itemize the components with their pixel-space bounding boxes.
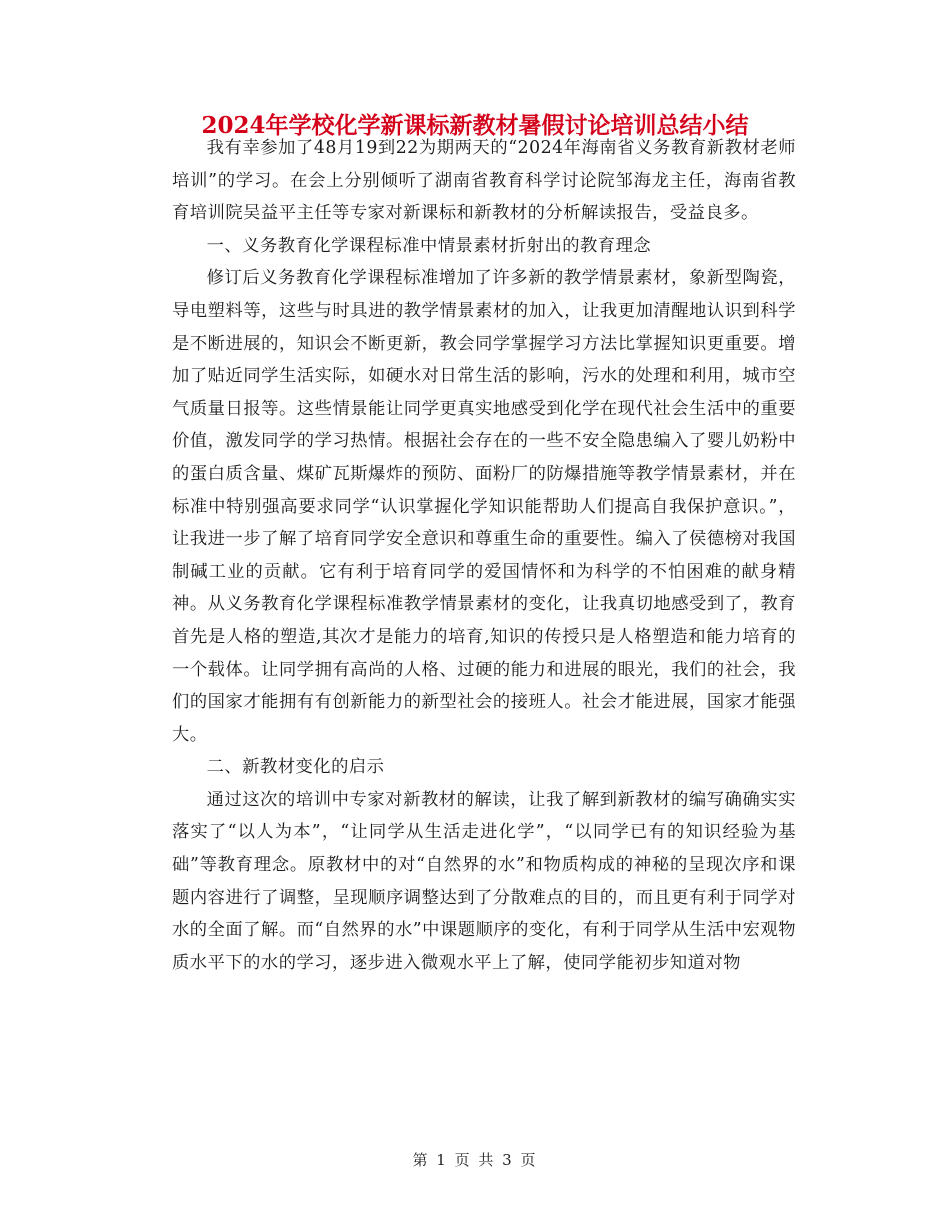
document-title: 2024年学校化学新课标新教材暑假讨论培训总结小结 — [201, 112, 749, 139]
paragraph-section-1: 修订后义务教育化学课程标准增加了许多新的教学情景素材，象新型陶瓷，导电塑料等，这些与时具进的教学情景素材的加入，让我更加清醒地认识到科学是不断进展的，知识会不断更新，教会同学掌握学习方法比掌握知识更重要。增加了贴近同学生活实际，如硬水对日常生活的影响，污水的处理和利用，城市空气质量日报等。这些情景能让同学更真实地感受到化学在现代社会生活中的重要价值，激发同学的学习热情。根据社会存在的一些不安全隐患编入了婴儿奶粉中的蛋白质含量、煤矿瓦斯爆炸的预防、面粉厂的防爆措施等教学情景素材，并在标准中特别强高要求同学“认识掌握化学知识能帮助人们提高自我保护意识。”，让我进一步了解了培育同学安全意识和尊重生命的重要性。编入了侯德榜对我国制碱工业的贡献。它有利于培育同学的爱国情怀和为科学的不怕困难的献身精神。从义务教育化学课程标准教学情景素材的变化，让我真切地感受到了，教育首先是人格的塑造,其次才是能力的培育,知识的传授只是人格塑造和能力培育的一个载体。让同学拥有高尚的人格、过硬的能力和进展的眼光，我们的社会，我们的国家才能拥有有创新能力的新型社会的接班人。社会才能进展，国家才能强大。 — [172, 268, 796, 745]
page-footer: 第 1 页 共 3 页 — [412, 1151, 538, 1169]
document-body — [172, 132, 796, 979]
paragraph-section-2: 通过这次的培训中专家对新教材的解读，让我了解到新教材的编写确确实实落实了“以人为本”，“让同学从生活走进化学”，“以同学已有的知识经验为基础”等教育理念。原教材中的对“自然界的水”和物质构成的神秘的呈现次序和课题内容进行了调整，呈现顺序调整达到了分散难点的目的，而且更有利于同学对水的全面了解。而“自然界的水”中课题顺序的变化，有利于同学从生活中宏观物质水平下的水的学习，逐步进入微观水平上了解，使同学能初步知道对物 — [172, 789, 796, 973]
section-heading-2: 二、新教材变化的启示 — [206, 757, 385, 778]
paragraph-intro: 我有幸参加了48月19到22为期两天的“2024年海南省义务教育新教材老师培训”的学习。在会上分别倾听了湖南省教育科学讨论院邹海龙主任，海南省教育培训院吴益平主任等专家对新课标和新教材的分析解读报告，受益良多。 — [172, 138, 796, 224]
section-heading-1: 一、义务教育化学课程标准中情景素材折射出的教育理念 — [206, 235, 652, 256]
